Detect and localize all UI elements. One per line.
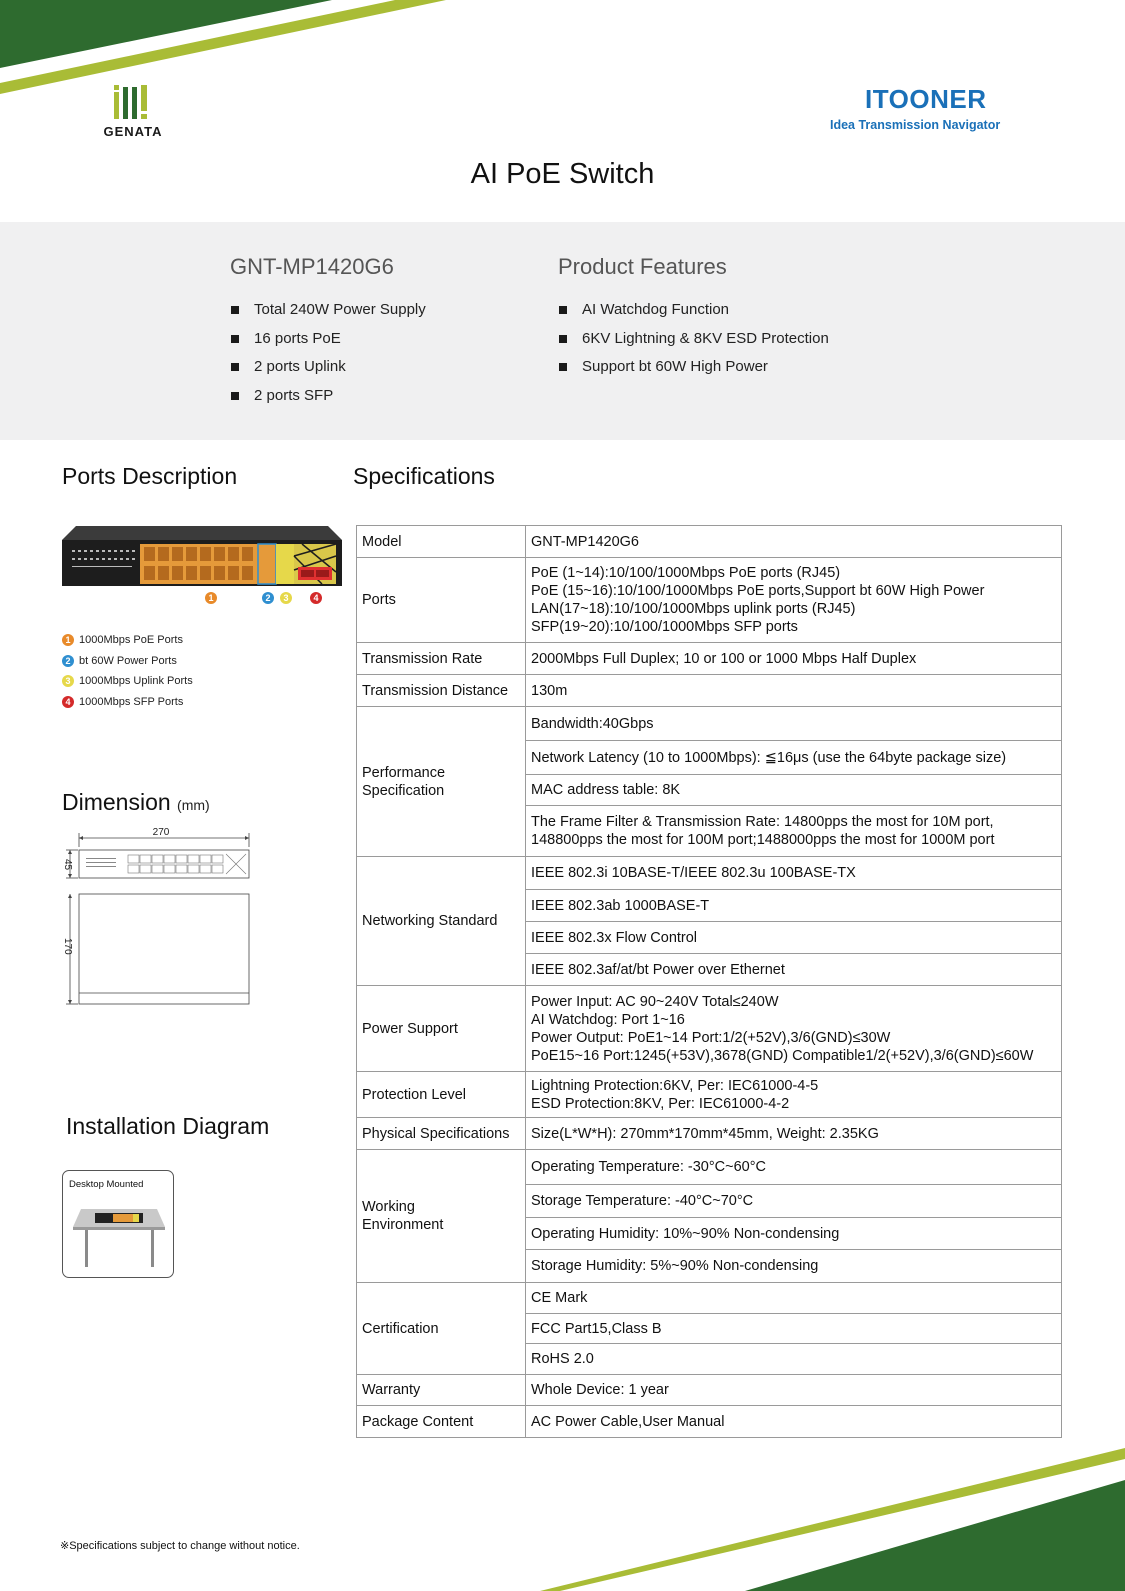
- spec-value: GNT-MP1420G6: [526, 526, 1062, 558]
- genata-brand-name: GENATA: [103, 124, 163, 139]
- spec-value: 2000Mbps Full Duplex; 10 or 100 or 1000 Mbps Half Duplex: [526, 643, 1062, 675]
- dimension-heading: [62, 789, 210, 816]
- spec-key: Package Content: [357, 1406, 526, 1438]
- spec-key: Power Support: [357, 986, 526, 1072]
- genata-bars-icon: [112, 84, 154, 120]
- spec-row-transmission-distance: [357, 675, 1062, 707]
- itooner-tagline: Idea Transmission Navigator: [830, 118, 1001, 132]
- spec-value: CE Mark: [526, 1283, 1062, 1314]
- legend-badge: 3: [62, 675, 74, 687]
- spec-row-power-support: [357, 986, 1062, 1072]
- spec-row-certification: [357, 1283, 1062, 1314]
- legend-badge: 4: [62, 696, 74, 708]
- spec-key: Ports: [357, 558, 526, 643]
- spec-row-package: [357, 1406, 1062, 1438]
- dimension-drawing: [62, 828, 258, 1014]
- spec-value: Operating Temperature: -30°C~60°C: [526, 1150, 1062, 1185]
- spec-value: IEEE 802.3i 10BASE-T/IEEE 802.3u 100BASE-TX: [526, 857, 1062, 890]
- spec-value: Storage Humidity: 5%~90% Non-condensing: [526, 1250, 1062, 1283]
- legend-label: 1000Mbps SFP Ports: [79, 695, 184, 708]
- dimension-width-label: 270: [152, 828, 170, 838]
- model-bullet: 2 ports Uplink: [230, 358, 426, 387]
- spec-value: PoE (1~14):10/100/1000Mbps PoE ports (RJ45) PoE (15~16):10/100/1000Mbps PoE ports,Support bt 60W High Power LAN(17~18):10/100/1000Mbps uplink ports (RJ45) SFP(19~20):10/100/1000Mbps SFP ports: [526, 558, 1062, 643]
- spec-row-protection: [357, 1072, 1062, 1118]
- callout-uplink-ports: 3: [280, 592, 292, 604]
- spec-row-ports: [357, 558, 1062, 643]
- spec-row-working-env: [357, 1150, 1062, 1185]
- spec-value: IEEE 802.3ab 1000BASE-T: [526, 890, 1062, 922]
- installation-caption: Desktop Mounted: [69, 1179, 144, 1190]
- dimension-depth-label: 170: [62, 938, 73, 955]
- features-heading: Product Features: [558, 254, 727, 279]
- itooner-brand-name: ITOONER: [865, 84, 987, 114]
- spec-key: Certification: [357, 1283, 526, 1375]
- spec-value: IEEE 802.3af/at/bt Power over Ethernet: [526, 954, 1062, 986]
- legend-label: 1000Mbps Uplink Ports: [79, 675, 193, 687]
- spec-value: Lightning Protection:6KV, Per: IEC61000-4-5 ESD Protection:8KV, Per: IEC61000-4-2: [526, 1072, 1062, 1118]
- feature-bullet: Support bt 60W High Power: [558, 358, 829, 387]
- feature-bullet: 6KV Lightning & 8KV ESD Protection: [558, 330, 829, 359]
- spec-row-warranty: [357, 1375, 1062, 1406]
- spec-value: Whole Device: 1 year: [526, 1375, 1062, 1406]
- spec-row-model: [357, 526, 1062, 558]
- callout-sfp-ports: 4: [310, 592, 322, 604]
- legend-badge: 2: [62, 655, 74, 667]
- spec-value: RoHS 2.0: [526, 1344, 1062, 1375]
- ports-heading: Ports Description: [62, 463, 238, 489]
- spec-key: Working Environment: [357, 1150, 526, 1283]
- legend-item: [62, 675, 193, 696]
- installation-heading: Installation Diagram: [66, 1113, 270, 1139]
- dimension-unit: (mm): [177, 797, 210, 813]
- spec-value: Operating Humidity: 10%~90% Non-condensing: [526, 1218, 1062, 1250]
- spec-key: Warranty: [357, 1375, 526, 1406]
- spec-row-performance: [357, 707, 1062, 741]
- callout-poe-ports: 1: [205, 592, 217, 604]
- spec-value: FCC Part15,Class B: [526, 1314, 1062, 1344]
- switch-front-image: [62, 526, 342, 590]
- footnote: ※Specifications subject to change without notice.: [60, 1540, 300, 1552]
- spec-key: Transmission Distance: [357, 675, 526, 707]
- genata-logo: [98, 84, 168, 140]
- page-title: AI PoE Switch: [470, 158, 655, 190]
- model-bullet: 2 ports SFP: [230, 387, 426, 416]
- dimension-height-label: 45: [62, 859, 73, 871]
- spec-value: MAC address table: 8K: [526, 775, 1062, 806]
- spec-value: AC Power Cable,User Manual: [526, 1406, 1062, 1438]
- spec-key: Performance Specification: [357, 707, 526, 857]
- model-bullet: 16 ports PoE: [230, 330, 426, 359]
- spec-value: Network Latency (10 to 1000Mbps): ≦16μs (use the 64byte package size): [526, 741, 1062, 775]
- spec-row-transmission-rate: [357, 643, 1062, 675]
- feature-bullet: AI Watchdog Function: [558, 301, 829, 330]
- footer-stripe-decoration: [540, 1448, 1125, 1591]
- spec-key: Model: [357, 526, 526, 558]
- model-bullet-list: [230, 301, 426, 415]
- spec-value: Size(L*W*H): 270mm*170mm*45mm, Weight: 2.35KG: [526, 1118, 1062, 1150]
- spec-key: Networking Standard: [357, 857, 526, 986]
- installation-card: [62, 1170, 174, 1278]
- specifications-table: [356, 525, 1062, 1438]
- legend-item: [62, 655, 193, 676]
- spec-value: Bandwidth:40Gbps: [526, 707, 1062, 741]
- spec-value: Storage Temperature: -40°C~70°C: [526, 1185, 1062, 1218]
- legend-label: 1000Mbps PoE Ports: [79, 634, 183, 646]
- specifications-heading: Specifications: [353, 463, 495, 489]
- header-stripe-decoration: [0, 0, 450, 96]
- spec-row-networking: [357, 857, 1062, 890]
- spec-value: The Frame Filter & Transmission Rate: 14800pps the most for 10M port, 148800pps the most for 100M port;1488000pps the most for 1000M port: [526, 806, 1062, 857]
- spec-value: 130m: [526, 675, 1062, 707]
- legend-label: bt 60W Power Ports: [79, 654, 177, 667]
- model-bullet: Total 240W Power Supply: [230, 301, 426, 330]
- spec-key: Transmission Rate: [357, 643, 526, 675]
- ports-legend: [62, 634, 193, 716]
- features-bullet-list: [558, 301, 829, 387]
- dimension-title: Dimension: [62, 789, 171, 815]
- callout-bt-ports: 2: [262, 592, 274, 604]
- spec-value: IEEE 802.3x Flow Control: [526, 922, 1062, 954]
- spec-value: Power Input: AC 90~240V Total≤240W AI Watchdog: Port 1~16 Power Output: PoE1~14 Port:1/2(+52V),3/6(GND)≤30W PoE15~16 Port:1245(+53V),3678(GND) Compatible1/2(+52V),3/6(GND)≤60W: [526, 986, 1062, 1072]
- spec-row-physical: [357, 1118, 1062, 1150]
- spec-key: Protection Level: [357, 1072, 526, 1118]
- spec-key: Physical Specifications: [357, 1118, 526, 1150]
- itooner-logo: [830, 84, 1015, 134]
- legend-badge: 1: [62, 634, 74, 646]
- legend-item: [62, 696, 193, 717]
- legend-item: [62, 634, 193, 655]
- desktop-mounted-image: [71, 1205, 167, 1267]
- model-heading: GNT-MP1420G6: [230, 254, 394, 279]
